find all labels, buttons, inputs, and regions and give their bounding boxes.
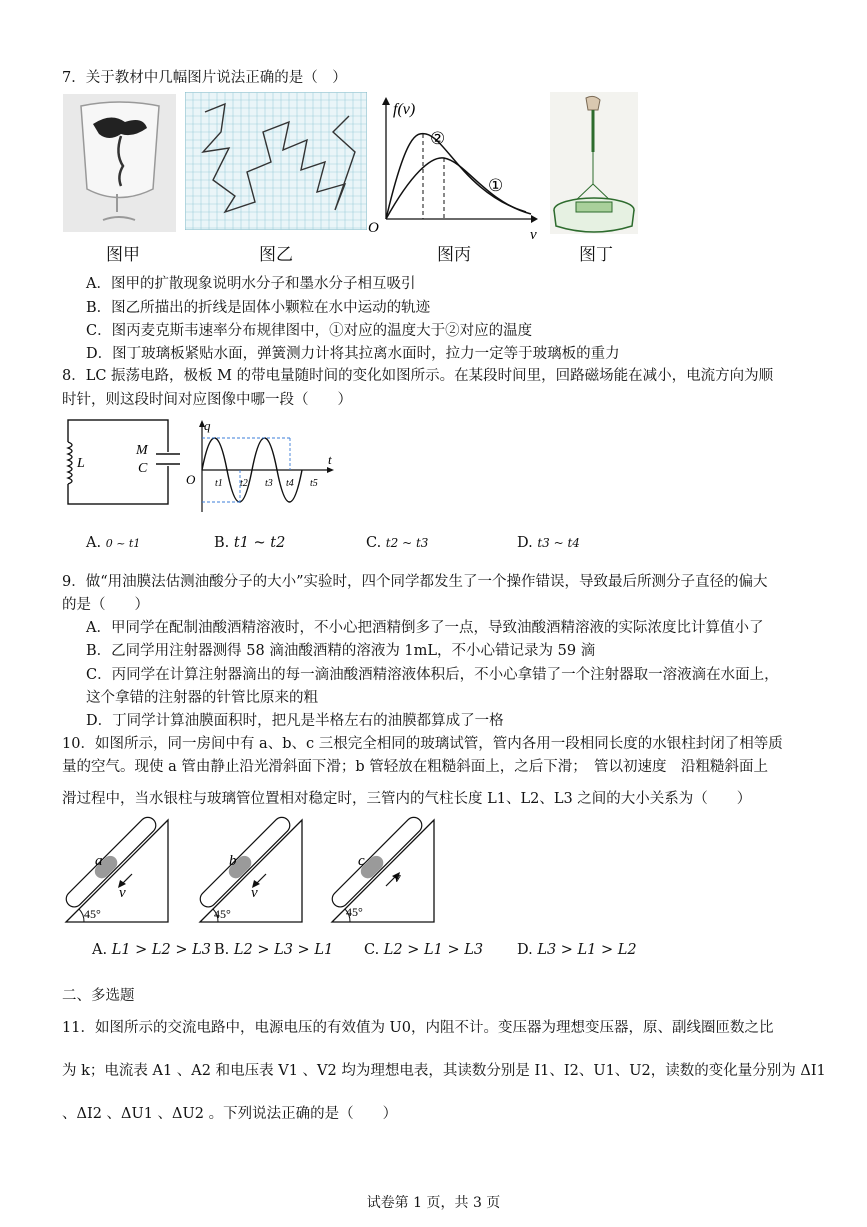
q9-option-b: B．乙同学用注射器测得 58 滴油酸酒精的溶液为 1mL，不小心错记录为 59 滴: [86, 643, 596, 659]
tick-t3: t3: [265, 478, 273, 489]
capacitor-label: C: [138, 461, 148, 476]
q8-option-b: B. t1 ~ t2: [214, 535, 286, 551]
curve-2-label: ②: [430, 129, 446, 148]
graph-x-label: v: [530, 227, 537, 242]
figure-yi-brownian-grid: [185, 92, 367, 230]
tick-t5: t5: [310, 478, 318, 489]
velocity-b-label: v: [251, 885, 258, 901]
tick-t4: t4: [286, 478, 294, 489]
caption-ding: 图丁: [579, 245, 613, 265]
tick-t2: t2: [240, 478, 248, 489]
q11-line3: 、ΔI2 、ΔU1 、ΔU2 。下列说法正确的是（ ）: [62, 1106, 398, 1122]
q7-option-a: A．图甲的扩散现象说明水分子和墨水分子相互吸引: [86, 276, 416, 292]
q7-stem: 7．关于教材中几幅图片说法正确的是（ ）: [62, 70, 347, 86]
figure-bing-maxwell-graph: [366, 94, 546, 242]
graph-q-label: q: [204, 418, 211, 433]
tube-b-label: b: [229, 853, 237, 869]
figure-incline-c: [328, 812, 578, 924]
q9-option-a: A．甲同学在配制油酸酒精溶液时，不小心把酒精倒多了一点，导致油酸酒精溶液的实际浓度比计算值小了: [86, 620, 764, 636]
figure-lc-circuit: [60, 412, 180, 522]
graph-y-label: f(v): [393, 101, 416, 118]
tube-a-label: a: [95, 853, 103, 869]
q9-option-c: C．丙同学在计算注射器滴出的每一滴油酸酒精溶液体积后，不小心拿错了一个注射器取一溶液滴在水面上，: [86, 667, 779, 683]
q8-stem-line2: 时针，则这段时间对应图像中哪一段（ ）: [62, 392, 352, 408]
graph-origin-label: O: [368, 220, 379, 236]
figure-q-t-graph: [182, 418, 342, 518]
tick-t1: t1: [215, 478, 223, 489]
q10-option-a: A. L1 > L2 > L3: [92, 942, 212, 958]
angle-b-label: 45°: [214, 907, 231, 921]
plate-m-label: M: [136, 443, 148, 458]
q8-option-c: C. t2 ~ t3: [366, 535, 429, 551]
inductor-label: L: [77, 456, 85, 471]
q9-stem-line2: 的是（ ）: [62, 597, 149, 613]
q8-stem-line1: 8．LC 振荡电路，极板 M 的带电量随时间的变化如图所示。在某段时间里，回路磁场能在减小，电流方向为顺: [62, 368, 774, 384]
curve-1-label: ①: [488, 176, 504, 195]
q11-line2: 为 k；电流表 A1 、A2 和电压表 V1 、V2 均为理想电表，其读数分别是 I1、I2、U1、U2，读数的变化量分别为 ΔI1: [62, 1063, 826, 1079]
figure-jia-ink-glass: [63, 94, 176, 232]
q8-option-a: A. 0 ~ t1: [86, 535, 141, 551]
q10-option-c: C. L2 > L1 > L3: [364, 942, 484, 958]
q11-line1: 11．如图所示的交流电路中，电源电压的有效值为 U0，内阻不计。变压器为理想变压器，原、副线圈匝数之比: [62, 1020, 774, 1036]
q10-stem-line3: 滑过程中，当水银柱与玻璃管位置相对稳定时，三管内的气柱长度 L1、L2、L3 之间的大小关系为（ ）: [62, 791, 752, 807]
q9-option-c-cont: 这个拿错的注射器的针管比原来的粗: [86, 690, 318, 706]
q7-option-c: C．图丙麦克斯韦速率分布规律图中，①对应的温度大于②对应的温度: [86, 323, 533, 339]
q10-stem-line1: 10．如图所示，同一房间中有 a、b、c 三根完全相同的玻璃试管，管内各用一段相同长度的水银柱封闭了相等质: [62, 736, 783, 752]
q7-option-d: D．图丁玻璃板紧贴水面，弹簧测力计将其拉离水面时，拉力一定等于玻璃板的重力: [86, 346, 620, 362]
velocity-c-label: v: [394, 870, 401, 886]
q7-option-b: B．图乙所描出的折线是固体小颗粒在水中运动的轨迹: [86, 300, 431, 316]
q9-option-d: D．丁同学计算油膜面积时，把凡是半格左右的油膜都算成了一格: [86, 713, 504, 729]
q10-option-d: D. L3 > L1 > L2: [517, 942, 637, 958]
velocity-a-label: v: [119, 885, 126, 901]
page-footer: 试卷第 1 页，共 3 页: [366, 1195, 501, 1211]
angle-c-label: 45°: [346, 905, 363, 919]
section-multiple-choice: 二、多选题: [62, 988, 135, 1004]
caption-yi: 图乙: [259, 245, 293, 265]
figure-ding-spring-plate: [550, 92, 638, 234]
graph-o-label: O: [186, 472, 196, 487]
q10-stem-line2: 量的空气。现使 a 管由静止沿光滑斜面下滑；b 管轻放在粗糙斜面上，之后下滑； 管以初速度 沿粗糙斜面上: [62, 759, 768, 775]
q9-stem-line1: 9．做“用油膜法估测油酸分子的大小”实验时，四个同学都发生了一个操作错误，导致最后所测分子直径的偏大: [62, 574, 768, 590]
q8-option-d: D. t3 ~ t4: [517, 535, 580, 551]
q10-option-b: B. L2 > L3 > L1: [214, 942, 334, 958]
graph-t-label: t: [328, 452, 332, 467]
tube-c-label: c: [358, 853, 365, 869]
caption-jia: 图甲: [106, 245, 140, 265]
angle-a-label: 45°: [84, 907, 101, 921]
caption-bing: 图丙: [437, 245, 471, 265]
